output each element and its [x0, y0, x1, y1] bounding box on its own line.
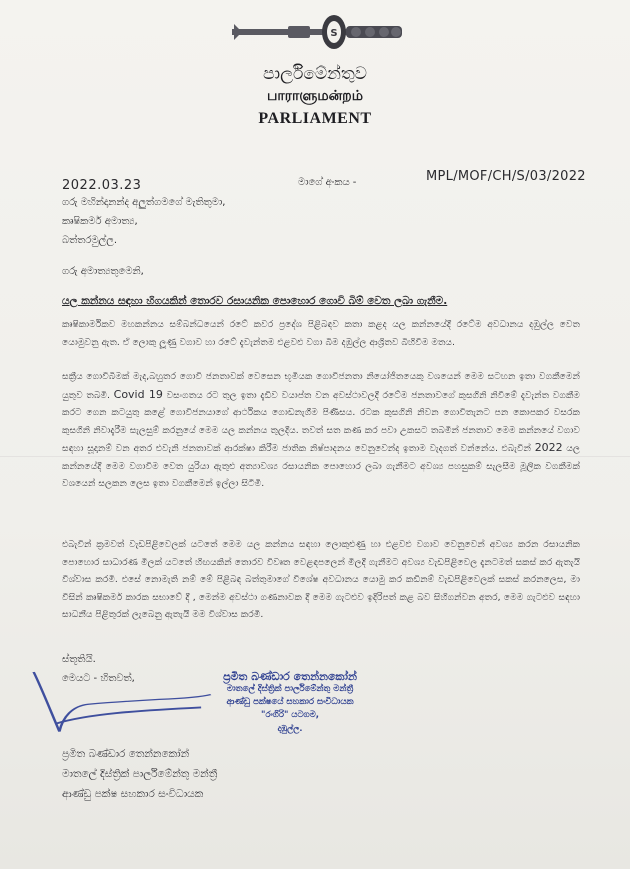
reference-label: මාගේ අංකය - — [298, 177, 357, 188]
header-english: PARLIAMENT — [258, 110, 372, 127]
stamp-role: ආණ්ඩු පක්ෂයේ සහකාර සංවිධායක — [226, 697, 354, 707]
handwritten-signature — [24, 656, 214, 746]
closing-thanks: ස්තූතියි. — [62, 654, 96, 665]
recipient-title: කෘෂිකර්ම අමාත්‍ය, — [62, 216, 138, 227]
signatory-title: මාතලේ දිස්ත්‍රික් පාර්ලිමේන්තු මන්ත්‍රී — [62, 768, 218, 780]
paragraph-2 — [62, 368, 580, 493]
parliament-mace-emblem — [228, 8, 404, 56]
paragraph-3: එබැවින් ක්‍රමවත් වැඩපිළිවෙලක් යටතේ මෙම යල කන්නය සඳහා ලොකුළුණු හා එළවළු වගාව වෙනුවෙන් අවශ්‍ය කරන රසායනික පොහොර සාධාරණ මිලක් යටතේ හිඟයකින් තොරව විවෘත වෙළඳපලෙන් මිලදී ගැනීමට අවශ්‍ය වැඩපිළිවෙල දැනටමත් සකස් කර ඇතැයි විශ්වාස කරමි. එසේ නොමැති නම් මේ පිළිබඳ බත්තුමාගේ විශේෂ අවධානය යොමු කර කඩිනම් වැඩපිළිවෙලක් සකස් කරනලෙස, මා විසින් කෘෂිකර්ම කාරක සභාවේ දී , මෙන්ම අවස්ථා ගණනාවක දී මෙම ගැටළුව ඉදිරිපත් කළ බව සිහිගන්වන අතර, මෙම ගැටළුව සඳහා සාධනීය පිළිතුරක් ලැබෙනු ඇතැයි මම විශ්වාස කරමි. — [62, 539, 580, 620]
closing-signoff: මෙයට - හිතවත්, — [62, 673, 135, 684]
stamp-name: ප්‍රමිත බණ්ඩාර තෙන්නකෝන් — [223, 670, 357, 683]
letter-date: 2022.03.23 — [62, 178, 142, 193]
recipient-location: බත්තරමුල්ල. — [62, 235, 118, 246]
paragraph-2-part-c: වසංගතය රට තුල ඉතා දැඩිව වයාප්ත වන අවස්ථාවලදී රටේම ජනතාවගේ කුසගිනි නිවීමේ දැවැන්ත වගකීම කරට ගෙන කටයුතු කළේ ගොවිජනයාගේ ආර්ථිකය ගොඩනැගීම පිණිසය. රටක කුසගිනි නිවන ගොවිතැනට පන කොපකර වසරක කුසගිනි නිවාදැරීම සැලසුම් කරනුයේ මෙම යල කන්නය තුලදීය. තවත් සත කණ කර පවා උකසට තබමින් ජනතාව මෙම කන්නයේ වගාව සඳහා සූදානම් වන අතර එවැනි ජනතාවක් ආරක්ෂා කිරීම ජාතික නිෂ්පාදනය වෙනුවෙන්ද ඉතාම වැදගත් වන්නේය. එබැවින් — [62, 389, 581, 454]
year-term: 2022 — [534, 441, 563, 454]
stamp-address: "රංගිරි" යටගම, — [261, 710, 319, 720]
salutation: ගරු අමාත්‍යතුමෙනි, — [62, 266, 144, 277]
letter-subject: යල කන්නය සඳහා හිගයකින් තොරව රසායනික පොහොර ගොවි බිම් වෙත ලබා ගැනීම. — [62, 295, 448, 307]
header-sinhala: පාර්ලිමේන්තුව — [263, 64, 367, 84]
official-stamp — [196, 670, 384, 735]
recipient-name: ගරු මහින්දානන්ද අලුත්ගමගේ මැතිතුමා, — [62, 197, 226, 208]
signatory-role: ආණ්ඩු පක්ෂ සහකාර සංවිධායක — [62, 788, 204, 800]
svg-text:S: S — [330, 28, 338, 39]
paragraph-1: කෘෂිකාර්මිකව මහකන්නය සම්බන්ධයෙන් රටේ කවර ප්‍රදේශ පිළිබඳව කතා කළද යල කන්නයේදී රටේම අවධානය දඹුල්ල වෙත යොමුවනු ඇත. ඒ ලොකු ලූණු වගාව හා රටේ දැවැන්තම එළවළු වගා බිම දඹුල්ල ආශ්‍රිතව බිහිවීම මතය. — [62, 319, 580, 348]
covid-term: Covid 19 — [113, 387, 163, 401]
reference-number: MPL/MOF/CH/S/03/2022 — [426, 169, 586, 184]
paragraph-2-part-e: යල කන්නයේදී මෙම වගාවිම වෙත යුරියා ඇතුළු අත්‍යාවශ්‍ය රසායනික පොහොර ලබා ගැනීමට අවශ්‍ය පහසුකම් සැලසීම මූලික වගකීමක් වශයෙන් සලකන ලෙස ඉතා වගකීමෙන් ඉල්ලා සිටිමි. — [62, 443, 581, 489]
stamp-title: මාතලේ දිස්ත්‍රික් පාර්ලිමේන්තු මන්ත්‍රී — [226, 684, 354, 694]
header-tamil: பாராளுமன்றம் — [267, 88, 363, 104]
signatory-name: ප්‍රමිත බණ්ඩාර තෙන්නකෝන් — [62, 748, 190, 760]
paragraph-2-part-a: සක්‍රීය ගොවිබිමක් මැද,බහුතර ගොවි ජනතාවක් වෙසෙන භූමියක ගොවිජනතා නියෝජිතයෙකු වශයෙන් මෙම සටහන ඉතා වගකීමෙන් යුතුව තබමි. — [62, 371, 580, 401]
stamp-town: දඹුල්ල. — [277, 724, 303, 733]
